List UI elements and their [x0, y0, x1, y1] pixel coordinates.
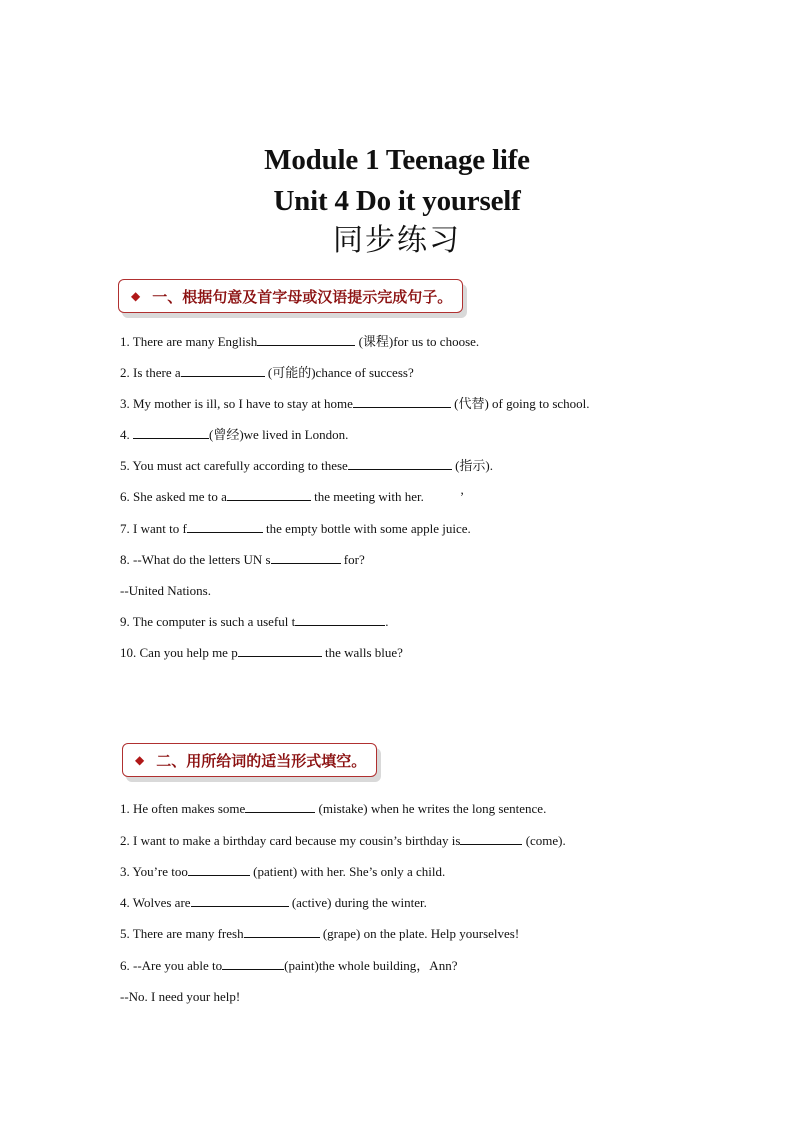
- section2-item-5: 5. There are many fresh (grape) on the plate. Help yourselves!: [120, 926, 520, 941]
- section2-item-6-answer: --No. I need your help!: [120, 989, 241, 1004]
- section1-item-5: 5. You must act carefully according to these (指示).: [120, 458, 493, 473]
- stray-apostrophe: ’: [459, 489, 465, 504]
- unit-title: Unit 4 Do it yourself: [273, 185, 521, 217]
- answer-blank[interactable]: [238, 644, 322, 657]
- section1-item-8: 8. --What do the letters UN s for?: [120, 552, 365, 567]
- section1-item-3: 3. My mother is ill, so I have to stay at home (代替) of going to school.: [120, 396, 590, 411]
- section1-item-2: 2. Is there a (可能的)chance of success?: [120, 365, 414, 380]
- section1-item-8-answer: --United Nations.: [120, 583, 211, 598]
- answer-blank[interactable]: [295, 613, 385, 626]
- answer-blank[interactable]: [133, 426, 209, 439]
- section1-item-6: 6. She asked me to a the meeting with her. ’: [120, 489, 465, 504]
- section1-heading: 一、根据句意及首字母或汉语提示完成句子。: [152, 287, 453, 306]
- section1-item-1: 1. There are many English (课程)for us to choose.: [120, 334, 480, 349]
- section1-item-4: 4. (曾经)we lived in London.: [120, 427, 349, 442]
- section1-item-10: 10. Can you help me p the walls blue?: [120, 645, 403, 660]
- section2-item-1: 1. He often makes some (mistake) when he writes the long sentence.: [120, 801, 547, 816]
- diamond-bullet-icon: ◆: [131, 289, 141, 303]
- answer-blank[interactable]: [348, 457, 452, 470]
- section2-item-3: 3. You’re too (patient) with her. She’s only a child.: [120, 864, 446, 879]
- answer-blank[interactable]: [191, 894, 289, 907]
- answer-blank[interactable]: [222, 957, 284, 970]
- section2-item-6: 6. --Are you able to (paint)the whole building，Ann?: [120, 958, 458, 973]
- section1-banner: [118, 279, 463, 313]
- answer-blank[interactable]: [187, 520, 263, 533]
- section2-heading: 二、用所给词的适当形式填空。: [156, 751, 367, 770]
- section2-item-4: 4. Wolves are (active) during the winter.: [120, 895, 427, 910]
- answer-blank[interactable]: [245, 800, 315, 813]
- section2-item-2: 2. I want to make a birthday card because my cousin’s birthday is (come).: [120, 833, 566, 848]
- answer-blank[interactable]: [244, 925, 320, 938]
- module-title: Module 1 Teenage life: [264, 144, 530, 176]
- answer-blank[interactable]: [271, 551, 341, 564]
- section2-banner: [122, 743, 377, 777]
- section1-item-7: 7. I want to f the empty bottle with some apple juice.: [120, 521, 471, 536]
- answer-blank[interactable]: [188, 863, 250, 876]
- section1-item-9: 9. The computer is such a useful t .: [120, 614, 389, 629]
- answer-blank[interactable]: [227, 488, 311, 501]
- answer-blank[interactable]: [460, 832, 522, 845]
- exercise-title: 同步练习: [333, 223, 461, 258]
- diamond-bullet-icon: ◆: [135, 753, 145, 767]
- answer-blank[interactable]: [181, 364, 265, 377]
- answer-blank[interactable]: [257, 333, 355, 346]
- answer-blank[interactable]: [353, 395, 451, 408]
